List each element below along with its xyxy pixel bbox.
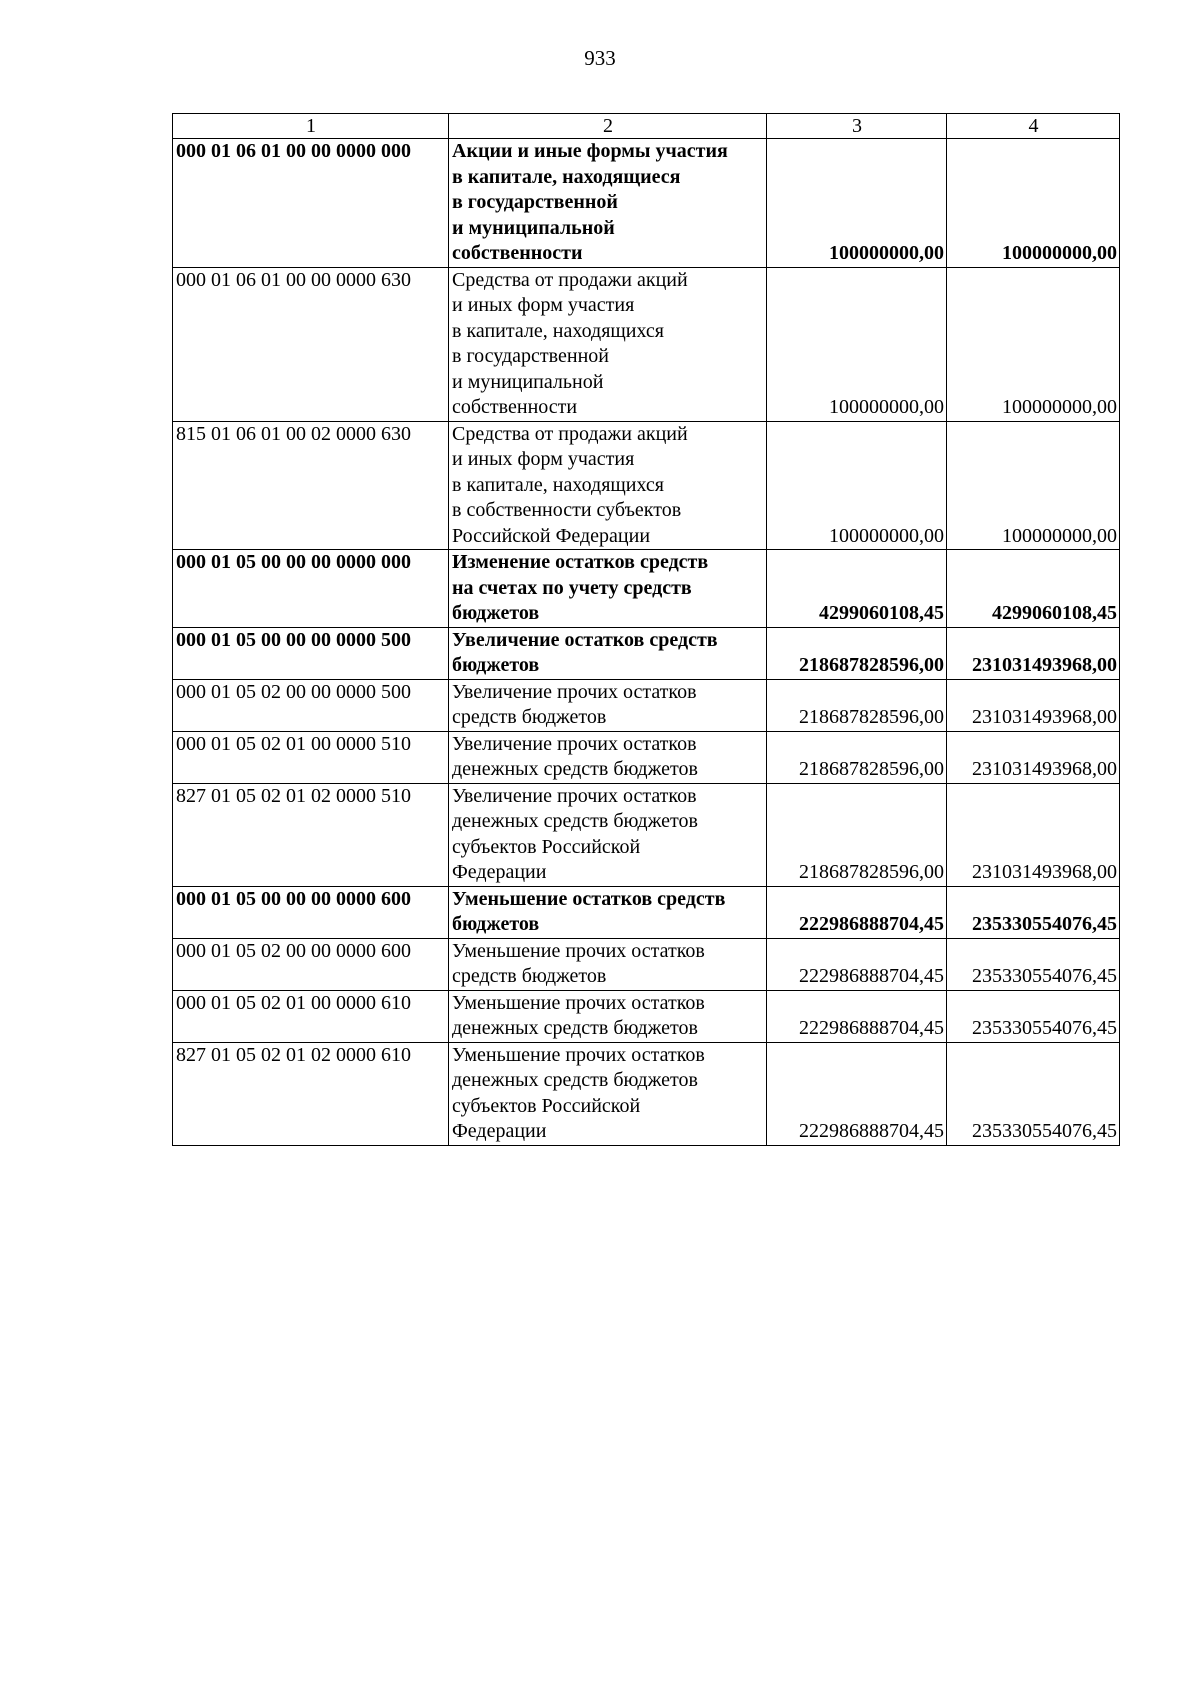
name-cell: Акции и иные формы участия в капитале, находящиеся в государственной и муниципальной собственности [449,139,767,268]
value-cell-col4: 231031493968,00 [947,731,1120,783]
table-row [173,550,1120,628]
value-cell-col3: 218687828596,00 [767,731,947,783]
value-cell-col3: 100000000,00 [767,267,947,421]
name-cell: Увеличение прочих остатков денежных средств бюджетов [449,731,767,783]
name-cell: Изменение остатков средств на счетах по учету средств бюджетов [449,550,767,628]
table-row [173,990,1120,1042]
name-cell: Средства от продажи акций и иных форм участия в капитале, находящихся в собственности субъектов Российской Федерации [449,421,767,550]
column-header: 3 [767,114,947,139]
code-cell: 827 01 05 02 01 02 0000 510 [173,783,449,886]
code-cell: 000 01 05 00 00 00 0000 600 [173,886,449,938]
table-row [173,1042,1120,1145]
code-cell: 000 01 05 00 00 00 0000 000 [173,550,449,628]
value-cell-col3: 100000000,00 [767,139,947,268]
value-cell-col4: 100000000,00 [947,139,1120,268]
code-cell: 000 01 05 02 00 00 0000 500 [173,679,449,731]
code-cell: 000 01 05 00 00 00 0000 500 [173,627,449,679]
code-cell: 827 01 05 02 01 02 0000 610 [173,1042,449,1145]
value-cell-col4: 235330554076,45 [947,1042,1120,1145]
budget-table [172,113,1120,1146]
name-cell: Средства от продажи акций и иных форм участия в капитале, находящихся в государственной и муниципальной собственности [449,267,767,421]
table-header-row [173,114,1120,139]
table-row [173,731,1120,783]
value-cell-col4: 235330554076,45 [947,990,1120,1042]
value-cell-col4: 235330554076,45 [947,886,1120,938]
name-cell: Увеличение прочих остатков средств бюджетов [449,679,767,731]
table-row [173,679,1120,731]
name-cell: Уменьшение остатков средств бюджетов [449,886,767,938]
table-row [173,886,1120,938]
value-cell-col3: 222986888704,45 [767,1042,947,1145]
value-cell-col4: 100000000,00 [947,267,1120,421]
value-cell-col4: 100000000,00 [947,421,1120,550]
code-cell: 000 01 05 02 01 00 0000 610 [173,990,449,1042]
value-cell-col4: 231031493968,00 [947,627,1120,679]
value-cell-col3: 4299060108,45 [767,550,947,628]
table-row [173,421,1120,550]
name-cell: Увеличение остатков средств бюджетов [449,627,767,679]
table-row [173,783,1120,886]
table-body [173,114,1120,1146]
code-cell: 000 01 06 01 00 00 0000 000 [173,139,449,268]
value-cell-col3: 222986888704,45 [767,938,947,990]
name-cell: Уменьшение прочих остатков денежных средств бюджетов [449,990,767,1042]
value-cell-col3: 222986888704,45 [767,886,947,938]
value-cell-col4: 235330554076,45 [947,938,1120,990]
value-cell-col3: 222986888704,45 [767,990,947,1042]
value-cell-col3: 218687828596,00 [767,783,947,886]
column-header: 1 [173,114,449,139]
code-cell: 000 01 05 02 00 00 0000 600 [173,938,449,990]
name-cell: Уменьшение прочих остатков средств бюджетов [449,938,767,990]
value-cell-col4: 231031493968,00 [947,783,1120,886]
value-cell-col4: 4299060108,45 [947,550,1120,628]
code-cell: 815 01 06 01 00 02 0000 630 [173,421,449,550]
table-row [173,938,1120,990]
value-cell-col3: 218687828596,00 [767,627,947,679]
code-cell: 000 01 06 01 00 00 0000 630 [173,267,449,421]
table-row [173,267,1120,421]
name-cell: Увеличение прочих остатков денежных средств бюджетов субъектов Российской Федерации [449,783,767,886]
value-cell-col3: 100000000,00 [767,421,947,550]
table-row [173,627,1120,679]
name-cell: Уменьшение прочих остатков денежных средств бюджетов субъектов Российской Федерации [449,1042,767,1145]
column-header: 4 [947,114,1120,139]
value-cell-col3: 218687828596,00 [767,679,947,731]
table-row [173,139,1120,268]
column-header: 2 [449,114,767,139]
code-cell: 000 01 05 02 01 00 0000 510 [173,731,449,783]
value-cell-col4: 231031493968,00 [947,679,1120,731]
page-number: 933 [584,46,616,70]
